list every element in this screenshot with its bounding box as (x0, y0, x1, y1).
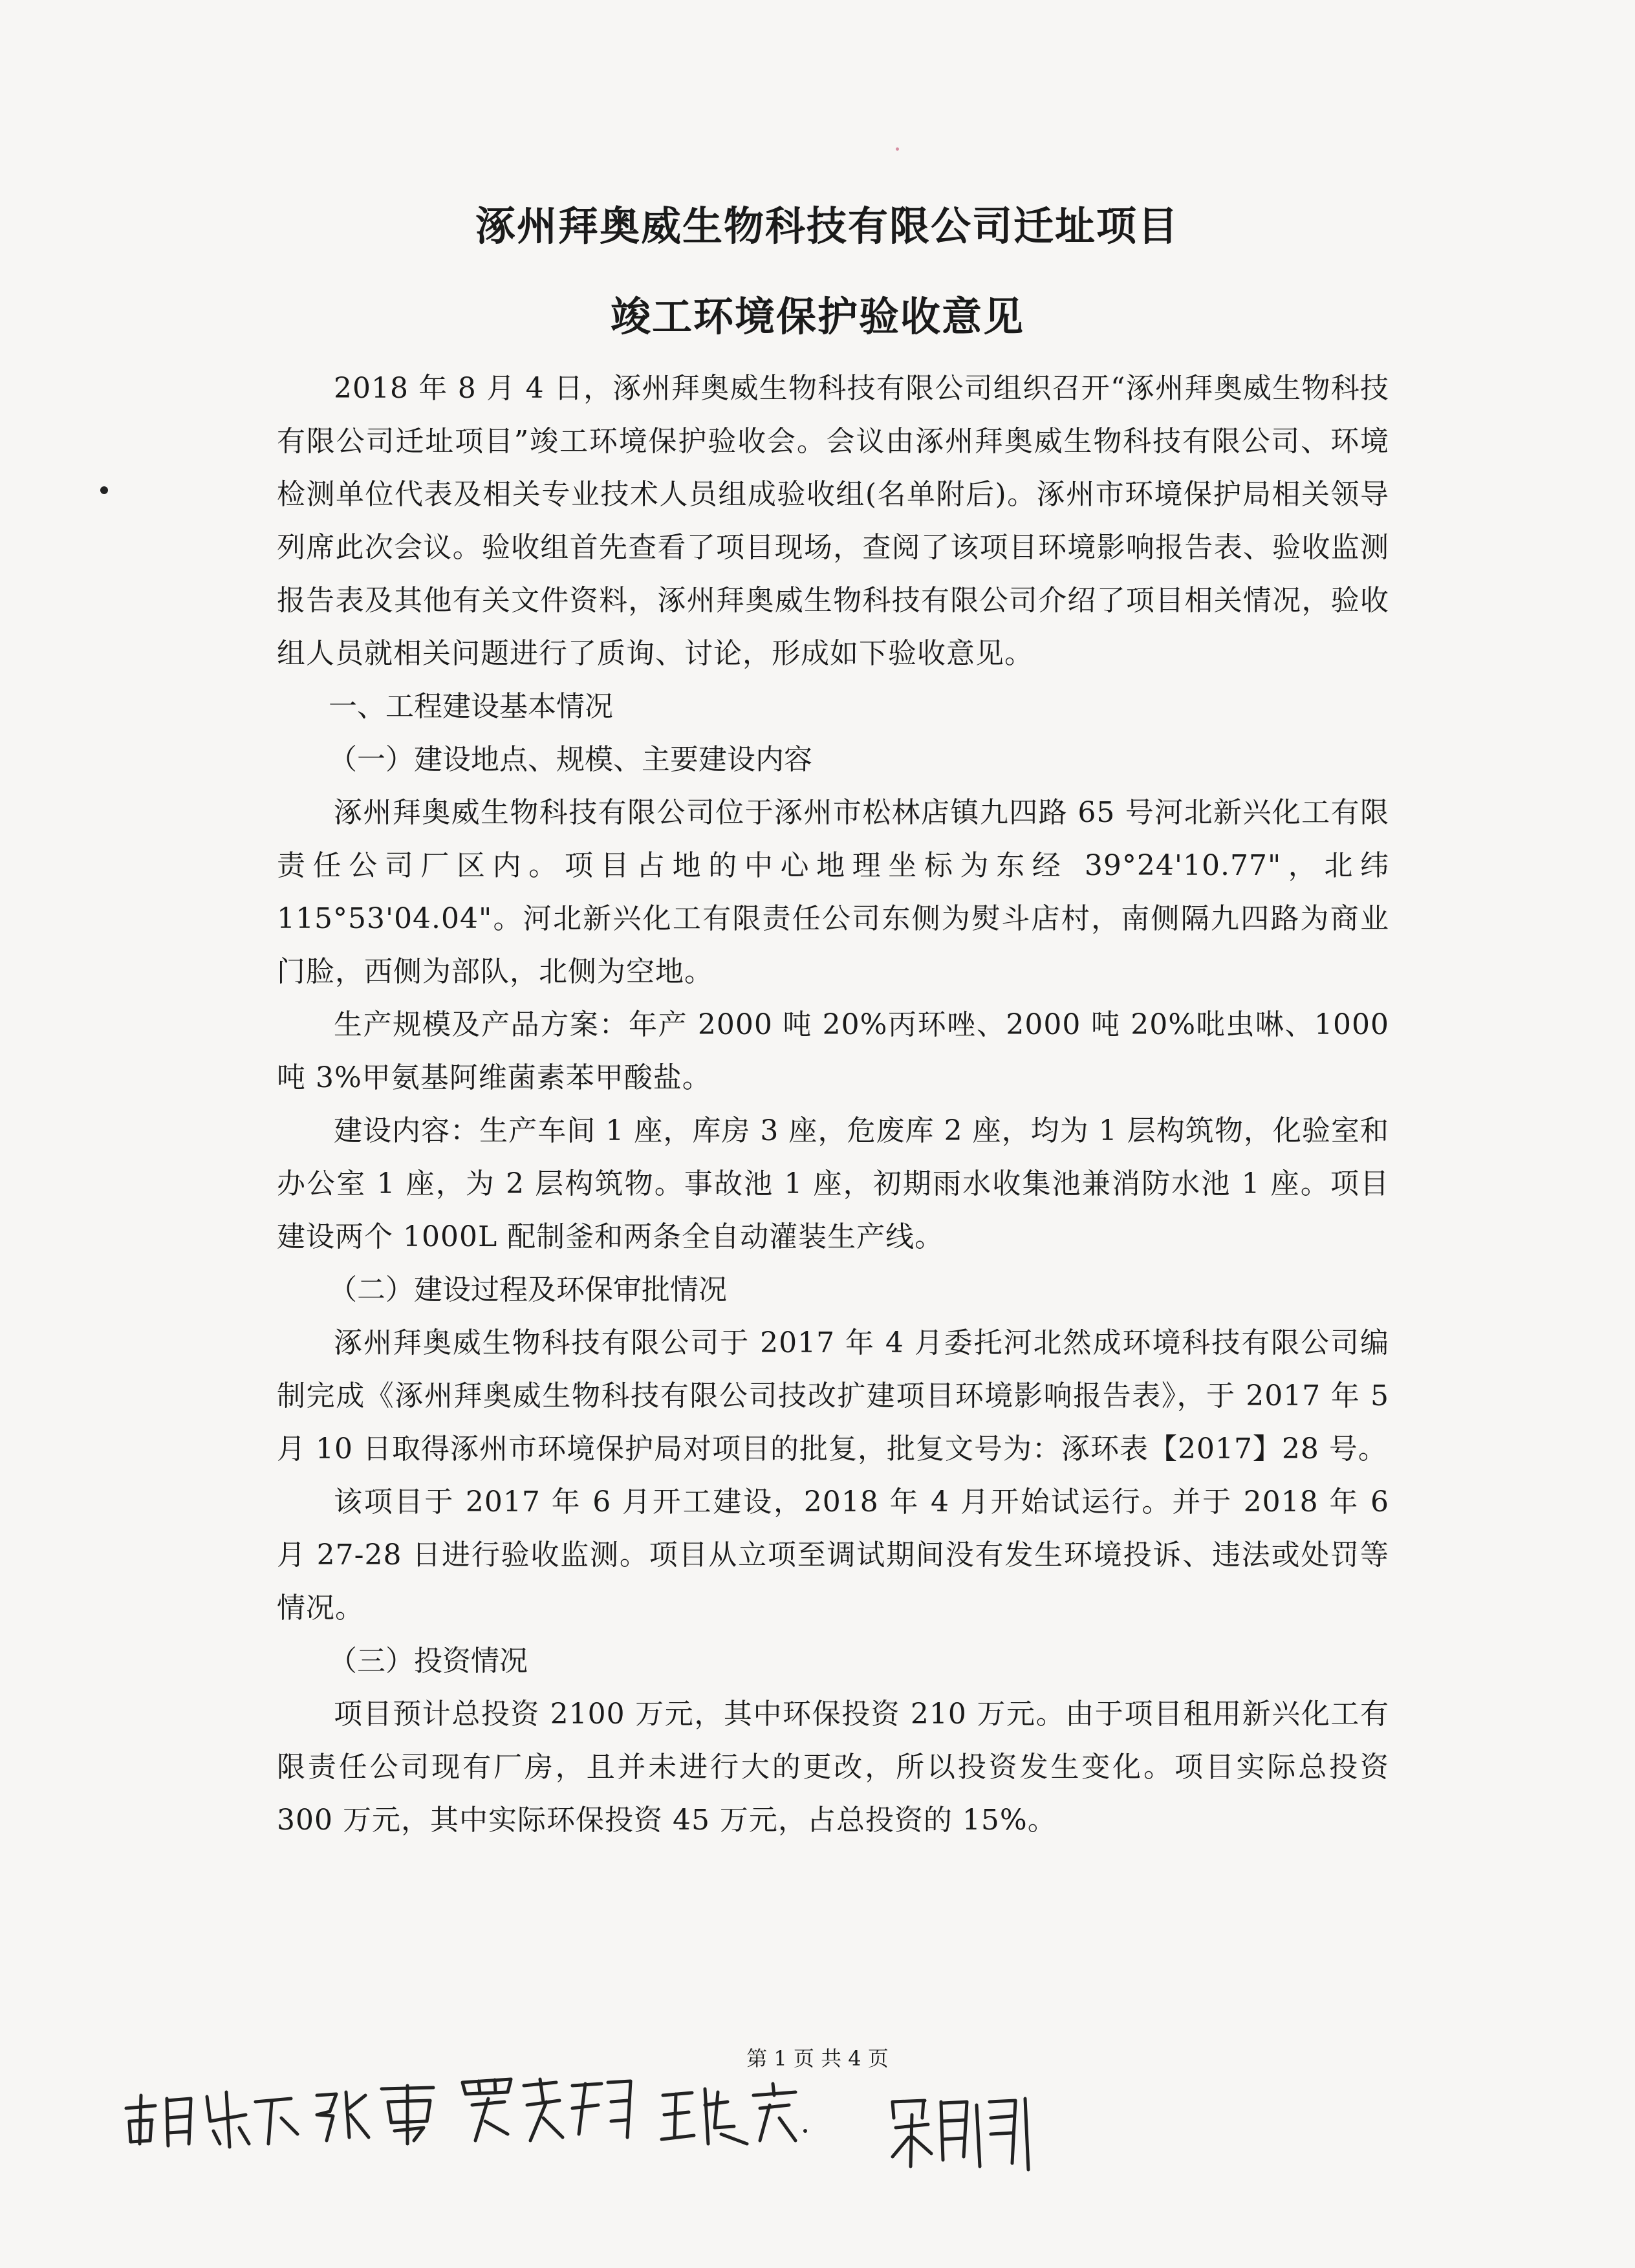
signature-2 (310, 2076, 446, 2147)
document-title: 涿州拜奥威生物科技有限公司迁址项目 (475, 202, 1179, 250)
signatures (116, 2069, 1087, 2173)
signature-5 (880, 2089, 1048, 2173)
scan-speck (896, 147, 899, 151)
body-paragraph: 涿州拜奥威生物科技有限公司位于涿州市松林店镇九四路 65 号河北新兴化工有限责任公司厂区内。项目占地的中心地理坐标为东经 39°24'10.77"，北纬 115°53'04.04"。河北新兴化工有限责任公司东侧为熨斗店村，南侧隔九四路为商业门脸，西侧为部队，北侧为空地。 (277, 796, 1389, 988)
signature-4 (656, 2076, 812, 2154)
document-body (277, 362, 1389, 1847)
body-paragraph: 2018 年 8 月 4 日，涿州拜奥威生物科技有限公司组织召开“涿州拜奥威生物科技有限公司迁址项目”竣工环境保护验收会。会议由涿州拜奥威生物科技有限公司、环境检测单位代表及相关专业技术人员组成验收组(名单附后)。涿州市环境保护局相关领导列席此次会议。验收组首先查看了项目现场，查阅了该项目环境影响报告表、验收监测报告表及其他有关文件资料，涿州拜奥威生物科技有限公司介绍了项目相关情况，验收组人员就相关问题进行了质询、讨论，形成如下验收意见。 (277, 372, 1389, 670)
document-subtitle: 竣工环境保护验收意见 (610, 293, 1024, 340)
body-paragraph: 该项目于 2017 年 6 月开工建设，2018 年 4 月开始试运行。并于 2018 年 6 月 27-28 日进行验收监测。项目从立项至调试期间没有发生环境投诉、违法或处罚等情况。 (277, 1485, 1389, 1625)
section-heading: （三）投资情况 (329, 1645, 528, 1678)
signature-3 (453, 2069, 640, 2147)
scan-speck (100, 486, 108, 494)
section-heading: （一）建设地点、规模、主要建设内容 (329, 743, 812, 776)
section-heading: （二）建设过程及环保审批情况 (329, 1273, 727, 1306)
body-paragraph: 生产规模及产品方案：年产 2000 吨 20%丙环唑、2000 吨 20%吡虫啉、1000 吨 3%甲氨基阿维菌素苯甲酸盐。 (277, 1008, 1390, 1094)
body-paragraph: 涿州拜奥威生物科技有限公司于 2017 年 4 月委托河北然成环境科技有限公司编制完成《涿州拜奥威生物科技有限公司技改扩建项目环境影响报告表》，于 2017 年 5 月 10 日取得涿州市环境保护局对项目的批复，批复文号为：涿环表【2017】28 号。 (277, 1326, 1389, 1465)
body-paragraph: 项目预计总投资 2100 万元，其中环保投资 210 万元。由于项目租用新兴化工有限责任公司现有厂房，且并未进行大的更改，所以投资发生变化。项目实际总投资 300 万元，其中实际环保投资 45 万元，占总投资的 15%。 (277, 1698, 1389, 1837)
section-heading: 一、工程建设基本情况 (329, 690, 613, 723)
body-paragraph: 建设内容：生产车间 1 座，库房 3 座，危废库 2 座，均为 1 层构筑物，化验室和办公室 1 座，为 2 层构筑物。事故池 1 座，初期雨水收集池兼消防水池 1 座。项目建设两个 1000L 配制釜和两条全自动灌装生产线。 (277, 1114, 1389, 1253)
signature-1 (116, 2082, 304, 2154)
page-footer: 第 1 页 共 4 页 (746, 2046, 889, 2071)
